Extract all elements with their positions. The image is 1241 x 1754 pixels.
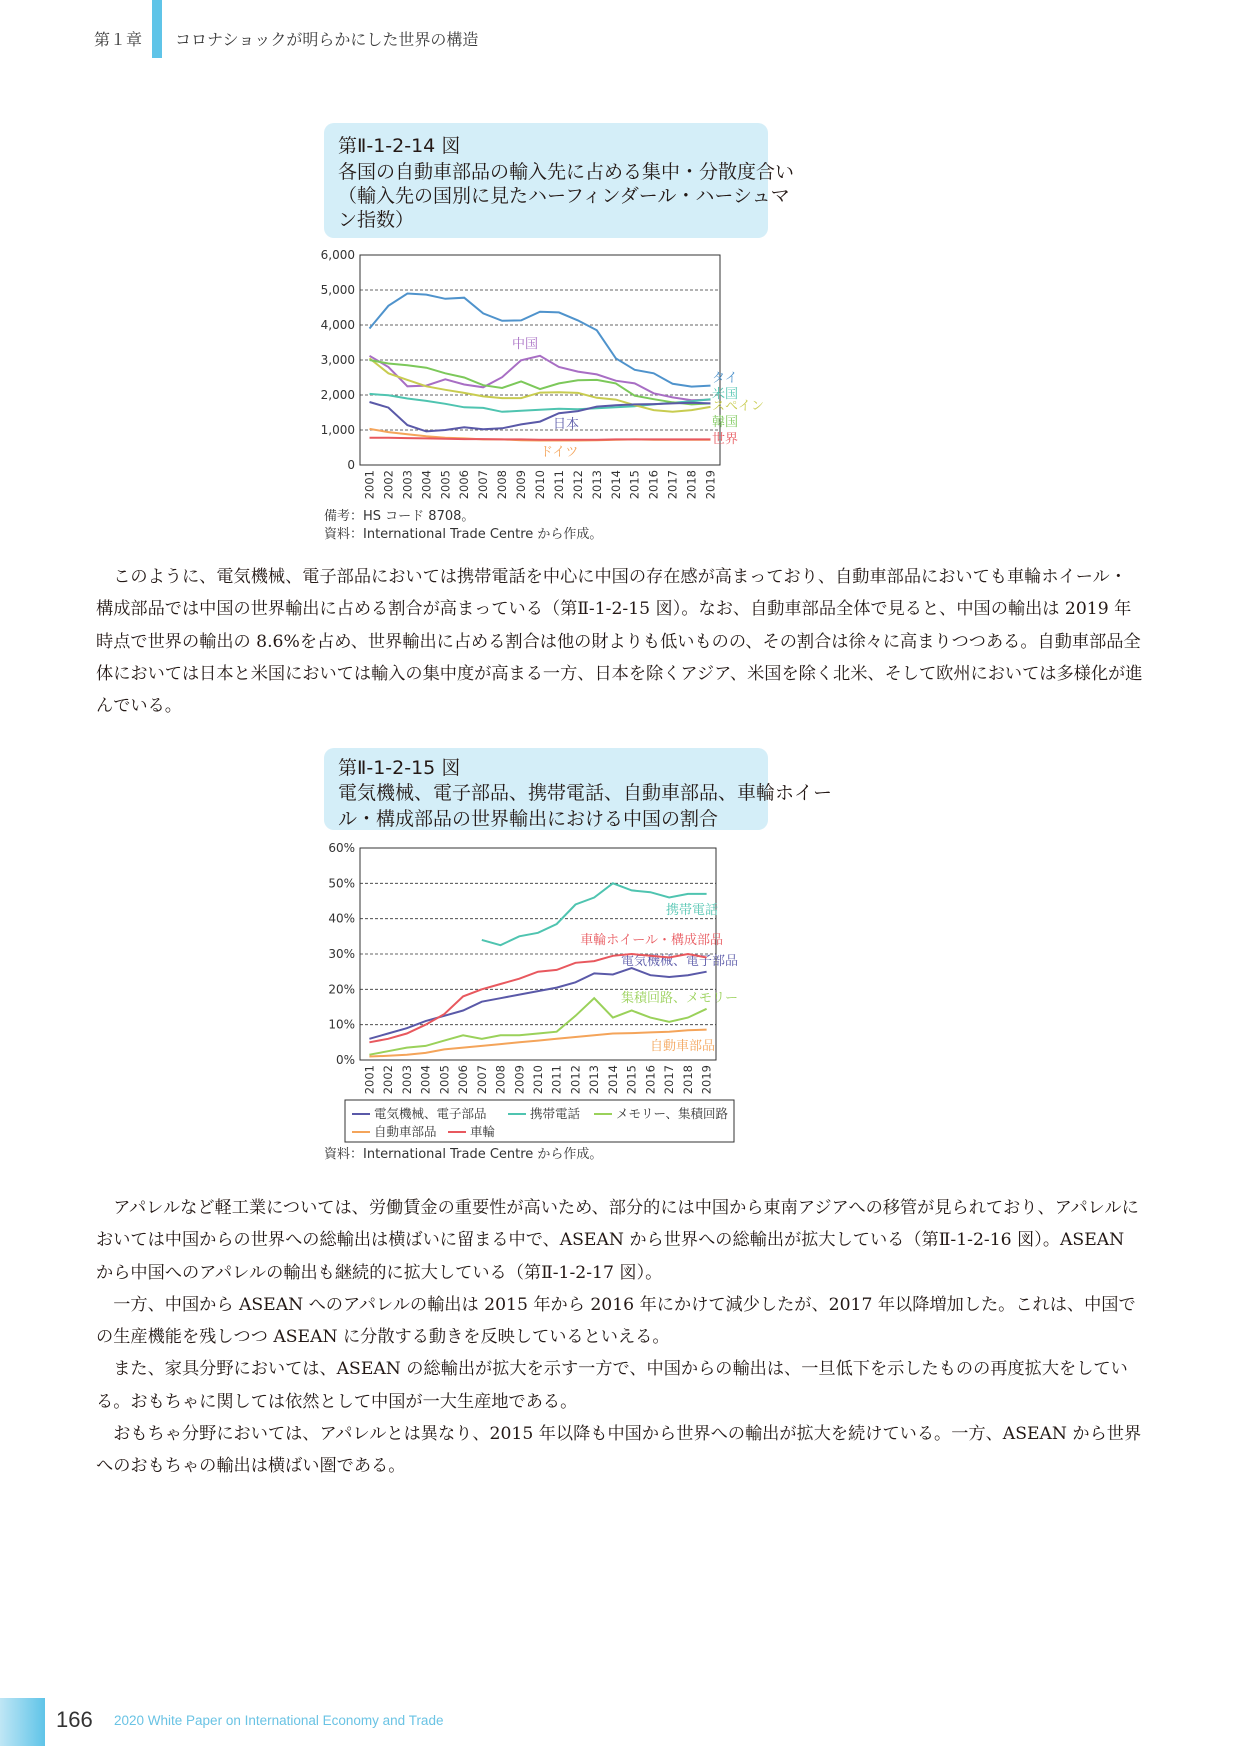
x-tick-label: 2019 bbox=[703, 470, 718, 500]
x-tick-label: 2018 bbox=[680, 1065, 695, 1095]
series-label: 米国 bbox=[712, 387, 739, 402]
y-tick-label: 5,000 bbox=[320, 283, 355, 297]
figure2-title-line2: ル・構成部品の世界輸出における中国の割合 bbox=[338, 808, 719, 830]
x-tick-label: 2002 bbox=[381, 470, 396, 500]
paragraph: アパレルなど軽工業については、労働賃金の重要性が高いため、部分的には中国から東南アジアへの移管が見られており、アパレルにおいては中国からの世界への総輸出は横ばいに留まる中で、ASEAN から世界への総輸出が拡大している（第Ⅱ-1-2-16 図）。ASEAN から中国へのアパレルの輸出も継続的に拡大している（第Ⅱ-1-2-17 図）。 bbox=[96, 1198, 1139, 1283]
paragraph: また、家具分野においては、ASEAN の総輸出が拡大を示す一方で、中国からの輸出は、一旦低下を示したものの再度拡大をしている。おもちゃに関しては依然として中国が一大生産地である。 bbox=[96, 1359, 1128, 1412]
x-tick-label: 2001 bbox=[362, 1065, 377, 1095]
series-line-5 bbox=[370, 360, 711, 404]
header-accent-bar bbox=[152, 0, 162, 58]
y-tick-label: 3,000 bbox=[320, 353, 355, 367]
y-tick-label: 50% bbox=[328, 876, 355, 891]
x-tick-label: 2017 bbox=[662, 1065, 677, 1095]
x-tick-label: 2004 bbox=[418, 1065, 433, 1095]
x-tick-label: 2001 bbox=[362, 470, 377, 500]
x-tick-label: 2008 bbox=[495, 470, 510, 500]
x-tick-label: 2015 bbox=[624, 1065, 639, 1095]
x-tick-label: 2012 bbox=[570, 470, 585, 500]
figure1-title: 各国の自動車部品の輸入先に占める集中・分散度合い bbox=[338, 161, 795, 183]
x-tick-label: 2018 bbox=[684, 470, 699, 500]
figure1-number: 第Ⅱ-1-2-14 図 bbox=[338, 135, 461, 157]
legend-label: 携帯電話 bbox=[530, 1106, 581, 1121]
x-tick-label: 2007 bbox=[474, 1065, 489, 1095]
x-tick-label: 2002 bbox=[381, 1065, 396, 1095]
figure1-notes bbox=[324, 508, 602, 544]
series-line-3 bbox=[370, 394, 711, 412]
figure1-note: 備考：HS コード 8708。 bbox=[324, 509, 475, 524]
x-tick-label: 2006 bbox=[456, 1065, 471, 1095]
legend-label: メモリー、集積回路 bbox=[616, 1106, 729, 1121]
figure2-caption bbox=[324, 748, 833, 830]
series-label: 集積回路、メモリー bbox=[620, 991, 738, 1006]
x-tick-label: 2017 bbox=[665, 470, 680, 500]
figure2-notes bbox=[324, 1146, 602, 1164]
figure1-source: 資料：International Trade Centre から作成。 bbox=[324, 527, 603, 542]
x-tick-label: 2008 bbox=[493, 1065, 508, 1095]
paragraph: このように、電気機械、電子部品においては携帯電話を中心に中国の存在感が高まっており、自動車部品においても車輪ホイール・構成部品では中国の世界輸出に占める割合が高まっている（第Ⅱ-1-2-15 図）。なお、自動車部品全体で見ると、中国の輸出は 2019 年時点で世界の輸出の 8.6%を占め、世界輸出に占める割合は他の財よりも低いものの、その割合は徐々に高まりつつある。自動車部品全体においては日本と米国においては輸入の集中度が高まる一方、日本を除くアジア、米国を除く北米、そして欧州においては多様化が進んでいる。 bbox=[96, 567, 1143, 717]
x-tick-label: 2014 bbox=[605, 1065, 620, 1095]
x-tick-label: 2016 bbox=[643, 1065, 658, 1095]
y-tick-label: 0 bbox=[347, 458, 355, 472]
figure1-title-line3: ン指数） bbox=[338, 209, 415, 231]
chapter-label: 第１章 bbox=[94, 30, 143, 49]
footer-title: 2020 White Paper on International Economy and Trade bbox=[114, 1713, 444, 1728]
x-tick-label: 2006 bbox=[457, 470, 472, 500]
y-tick-label: 4,000 bbox=[320, 318, 355, 332]
x-tick-label: 2011 bbox=[549, 1065, 564, 1095]
x-tick-label: 2009 bbox=[514, 470, 529, 500]
body-paragraphs-2 bbox=[96, 1192, 1144, 1483]
x-tick-label: 2005 bbox=[437, 1065, 452, 1095]
figure2-chart bbox=[300, 836, 780, 1146]
y-tick-label: 1,000 bbox=[320, 423, 355, 437]
figure2-source: 資料：International Trade Centre から作成。 bbox=[324, 1147, 603, 1162]
page-number: 166 bbox=[56, 1707, 93, 1732]
x-tick-label: 2004 bbox=[419, 470, 434, 500]
y-tick-label: 6,000 bbox=[320, 248, 355, 262]
x-tick-label: 2016 bbox=[646, 470, 661, 500]
series-label: 電気機械、電子部品 bbox=[620, 954, 738, 969]
x-tick-label: 2007 bbox=[476, 470, 491, 500]
x-tick-label: 2013 bbox=[589, 470, 604, 500]
y-tick-label: 0% bbox=[335, 1053, 355, 1067]
legend-label: 車輪 bbox=[470, 1124, 496, 1139]
x-tick-label: 2005 bbox=[438, 470, 453, 500]
y-tick-label: 30% bbox=[328, 947, 355, 961]
y-tick-label: 60% bbox=[328, 841, 355, 855]
x-tick-label: 2013 bbox=[587, 1065, 602, 1095]
legend-label: 電気機械、電子部品 bbox=[374, 1106, 487, 1121]
y-tick-label: 10% bbox=[328, 1017, 355, 1032]
series-label: スペイン bbox=[712, 399, 765, 414]
series-line-6 bbox=[370, 402, 711, 431]
legend-label: 自動車部品 bbox=[374, 1124, 437, 1139]
x-tick-label: 2014 bbox=[608, 470, 623, 500]
x-tick-label: 2019 bbox=[699, 1065, 714, 1095]
series-label: 日本 bbox=[553, 417, 580, 432]
series-line-8 bbox=[370, 438, 711, 440]
paragraph: おもちゃ分野においては、アパレルとは異なり、2015 年以降も中国から世界への輸出が拡大を続けている。一方、ASEAN から世界へのおもちゃの輸出は横ばい圏である。 bbox=[96, 1424, 1142, 1477]
series-label: 世界 bbox=[712, 432, 739, 447]
body-paragraph-1 bbox=[96, 561, 1144, 722]
series-label: 自動車部品 bbox=[649, 1039, 715, 1054]
footer-accent bbox=[0, 1698, 45, 1746]
series-label: 車輪ホイール・構成部品 bbox=[580, 933, 723, 948]
x-tick-label: 2015 bbox=[627, 470, 642, 500]
chapter-title: コロナショックが明らかにした世界の構造 bbox=[175, 30, 479, 49]
x-tick-label: 2011 bbox=[551, 470, 566, 500]
x-tick-label: 2012 bbox=[568, 1065, 583, 1095]
y-tick-label: 2,000 bbox=[320, 388, 355, 402]
series-label: 韓国 bbox=[712, 415, 739, 430]
figure1-chart bbox=[300, 240, 780, 508]
series-label: 携帯電話 bbox=[665, 903, 718, 918]
figure1-caption bbox=[324, 123, 795, 238]
series-label: ドイツ bbox=[540, 445, 579, 460]
x-tick-label: 2003 bbox=[399, 1065, 414, 1095]
paragraph: 一方、中国から ASEAN へのアパレルの輸出は 2015 年から 2016 年にかけて減少したが、2017 年以降増加した。これは、中国での生産機能を残しつつ ASEAN に分散する動きを反映しているといえる。 bbox=[96, 1294, 1136, 1348]
figure2-title: 電気機械、電子部品、携帯電話、自動車部品、車輪ホイー bbox=[338, 782, 833, 804]
x-tick-label: 2010 bbox=[531, 1065, 545, 1095]
y-tick-label: 40% bbox=[328, 911, 355, 926]
figure2-number: 第Ⅱ-1-2-15 図 bbox=[338, 757, 461, 779]
series-line-1 bbox=[370, 294, 711, 387]
y-tick-label: 20% bbox=[328, 982, 355, 997]
x-tick-label: 2003 bbox=[400, 470, 415, 500]
series-label: 中国 bbox=[512, 337, 539, 352]
x-tick-label: 2009 bbox=[512, 1065, 527, 1095]
figure1-title-line2: （輸入先の国別に見たハーフィンダール・ハーシュマ bbox=[338, 185, 790, 207]
x-tick-label: 2010 bbox=[533, 470, 547, 500]
series-label: タイ bbox=[712, 371, 738, 386]
